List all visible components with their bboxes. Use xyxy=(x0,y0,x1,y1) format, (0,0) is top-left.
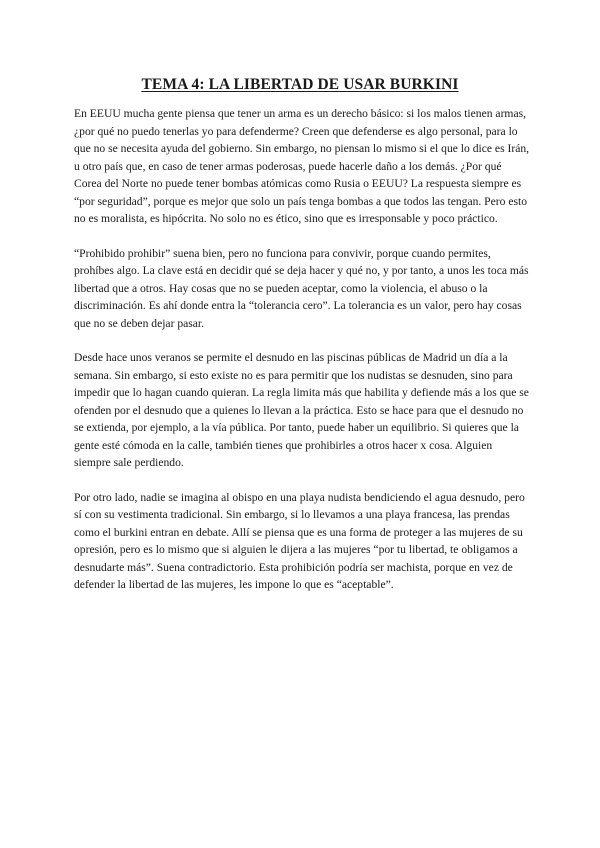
paragraph-2: “Prohibido prohibir” suena bien, pero no funciona para convivir, porque cuando permites, prohíbes algo. La clave está en decidir qué se deja hacer y qué no, y por tanto, a unos les toca más libertad que a otros. Hay cosas que no se pueden aceptar, como la violencia, el abuso o la discriminación. Es ahí donde entra la “tolerancia cero”. La tolerancia es un valor, pero hay cosas que no se deben dejar pasar. xyxy=(74,246,529,330)
document-body xyxy=(74,105,530,611)
paragraph-4: Por otro lado, nadie se imagina al obispo en una playa nudista bendiciendo el agua desnudo, pero sí con su vestimenta tradicional. Sin embargo, si lo llevamos a una playa francesa, las prendas como el burkini entran en debate. Allí se piensa que es una forma de proteger a las mujeres de su opresión, pero es lo mismo que si alguien le dijera a las mujeres “por tu libertad, te obligamos a desnudarte más”. Suena contradictorio. Esta prohibición podría ser machista, porque en vez de defender la libertad de las mujeres, les impone lo que es “aceptable”. xyxy=(74,490,525,591)
document-title: TEMA 4: LA LIBERTAD DE USAR BURKINI xyxy=(141,76,459,93)
paragraph-1: En EEUU mucha gente piensa que tener un arma es un derecho básico: si los malos tienen armas, ¿por qué no puedo tenerlas yo para defenderme? Creen que defenderse es algo personal, para lo que no se necesita ayuda del gobierno. Sin embargo, no piensan lo mismo si el que lo dice es Irán, u otro país que, en caso de tener armas poderosas, puede hacerle daño a los demás. ¿Por qué Corea del Norte no puede tener bombas atómicas como Rusia o EEUU? La respuesta siempre es “por seguridad”, porque es mejor que solo un país tenga bombas a que todos las tengan. Pero esto no es moralista, es hipócrita. No solo no es ético, sino que es irresponsable y poco práctico. xyxy=(74,107,530,225)
paragraph-3: Desde hace unos veranos se permite el desnudo en las piscinas públicas de Madrid un día a la semana. Sin embargo, si esto existe no es para permitir que los nudistas se desnuden, sino para impedir que lo hagan cuando quieran. La regla limita más que habilita y defiende más a los que se ofenden por el desnudo que a quienes lo llevan a la práctica. Esto se hace para que el desnudo no se extienda, por ejemplo, a la vía pública. Por tanto, puede haber un equilibrio. Si quieres que la gente esté cómoda en la calle, también tienes que prohibirles a otros hacer x cosa. Alguien siempre sale perdiendo. xyxy=(74,351,529,469)
